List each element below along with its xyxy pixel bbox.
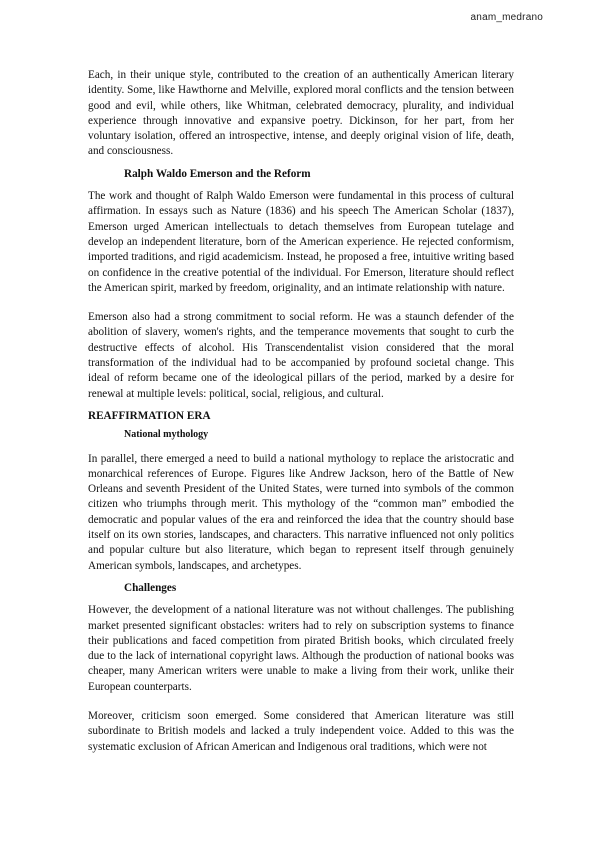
author-username: anam_medrano (470, 12, 543, 23)
paragraph-national-mythology: In parallel, there emerged a need to build a national mythology to replace the aristocratic and monarchical references of Europe. Figures like Andrew Jackson, hero of the Battle of New Orleans and seventh President of the United States, were turned into symbols of the common citizen who triumphs through merit. This mythology of the “common man” embodied the democratic and popular values of the era and reinforced the idea that the country should base itself on its own stories, landscapes, and characters. This narrative influenced not only politics and popular culture but also literature, which began to represent itself through genuinely American symbols, landscapes, and archetypes. (88, 452, 514, 572)
paragraph-emerson-reform: Emerson also had a strong commitment to social reform. He was a staunch defender of the abolition of slavery, women's rights, and the temperance movements that sought to curb the destructive effects of alcohol. His Transcendentalist vision considered that the moral transformation of the individual had to be accompanied by profound societal change. This ideal of reform became one of the ideological pillars of the period, marked by a desire for renewal at multiple levels: political, social, religious, and cultural. (88, 311, 514, 400)
subheading-challenges: Challenges (124, 581, 177, 594)
section-heading-emerson: Ralph Waldo Emerson and the Reform (124, 167, 311, 180)
subheading-national-mythology: National mythology (124, 429, 209, 441)
paragraph-emerson-work: The work and thought of Ralph Waldo Emerson were fundamental in this process of cultural affirmation. In essays such as Nature (1836) and his speech The American Scholar (1837), Emerson urged American intellectuals to detach themselves from European tutelage and develop an independent literature, born of the American experience. He rejected conformism, imported traditions, and rigid academicism. Instead, he proposed a free, intuitive writing based on confidence in the creative potential of the individual. For Emerson, literature should reflect the American spirit, marked by freedom, originality, and an intimate relationship with nature. (88, 190, 514, 294)
paragraph-literary-identity: Each, in their unique style, contributed to the creation of an authentically American literary identity. Some, like Hawthorne and Melville, explored moral conflicts and the tension between good and evil, while others, like Whitman, celebrated democracy, plurality, and individual experience through innovative and expansive poetry. Dickinson, for her part, from her voluntary isolation, offered an introspective, intense, and deeply original vision of life, death, and consciousness. (88, 69, 514, 158)
section-heading-reaffirmation-era: REAFFIRMATION ERA (88, 409, 211, 422)
document-body (88, 68, 514, 755)
paragraph-criticism: Moreover, criticism soon emerged. Some considered that American literature was still subordinate to British models and lacked a truly independent voice. Added to this was the systematic exclusion of African American and Indigenous oral traditions, which were not (88, 709, 514, 753)
paragraph-challenges: However, the development of a national literature was not without challenges. The publishing market presented significant obstacles: writers had to rely on subscription systems to finance their publications and faced competition from pirated British books, which circulated freely due to the lack of international copyright laws. Although the production of national books was cheaper, many American writers were unable to make a living from their work, unlike their European counterparts. (88, 604, 514, 693)
